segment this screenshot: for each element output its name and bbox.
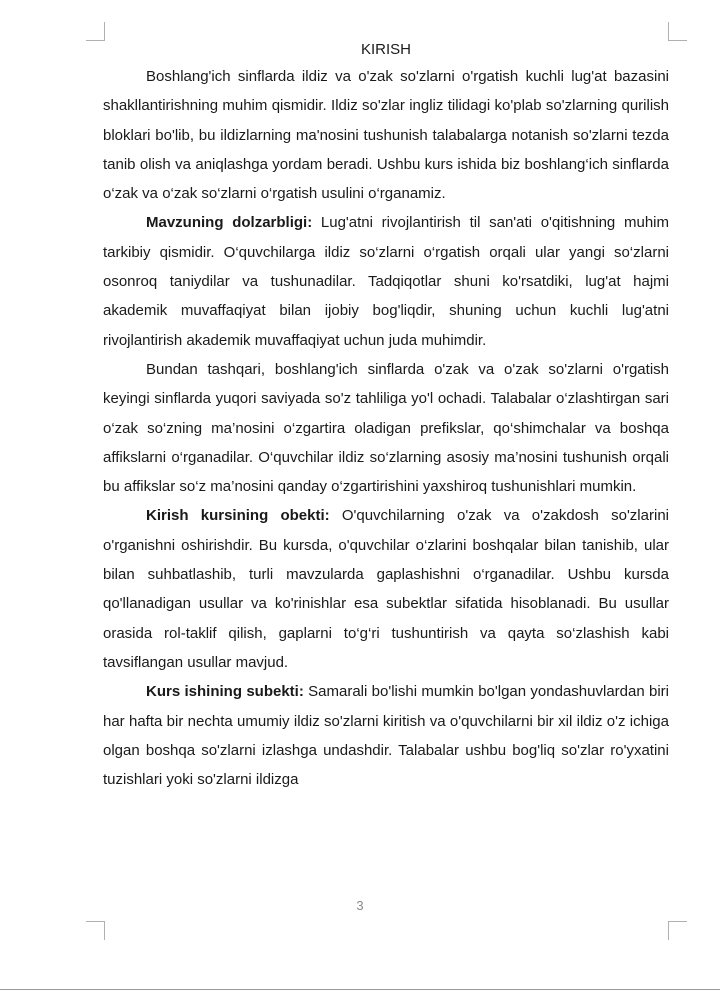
paragraph-text: Boshlang'ich sinflarda ildiz va o'zak so'zlarni o'rgatish kuchli lug'at bazasini shakllantirishning muhim qismidir. Ildiz so'zlar ingliz tilidagi ko'plab so'zlarning qurilish bloklari bo'lib, bu ildizlarning ma'nosini tushunish talabalarga notanish so'zlarni tezda tanib olish va aniqlashga yordam beradi. Ushbu kurs ishida biz boshlang‘ich sinflarda o‘zak va o‘zak so‘zlarni o‘rgatish usulini o‘rganamiz. bbox=[103, 68, 669, 203]
paragraph-subject bbox=[103, 677, 669, 794]
paragraph-text: Samarali bo'lishi mumkin bo'lgan yondashuvlardan biri har hafta bir nechta umumiy ildiz so'zlarni kiritish va o'quvchilarni bir xil ildiz o'z ichiga olgan boshqa so'zlarni izlashga undashdir. Talabalar ushbu bog'liq so'zlar ro'yxatini tuzishlari yoki so'zlarni ildizga bbox=[103, 683, 670, 789]
paragraph-relevance bbox=[103, 208, 669, 354]
paragraph-text: Lug'atni rivojlantirish til san'ati o'qitishning muhim tarkibiy qismidir. O‘quvchilarga ildiz so‘zlarni o‘rgatish orqali ular yangi so‘zlarni osonroq taniydilar va tushunadilar. Tadqiqotlar shuni ko'rsatdiki, lug'at hajmi akademik muvaffaqiyat bilan ijobiy bog'liqdir, shuning uchun kuchli lug'atni rivojlantirish akademik muvaffaqiyat uchun juda muhimdir. bbox=[103, 214, 669, 349]
page-number: 3 bbox=[356, 898, 364, 913]
margin-corner-bottom-right bbox=[668, 921, 687, 940]
paragraph-lead: Kirish kursining obekti: bbox=[146, 507, 330, 525]
paragraph-lead: Kurs ishining subekti: bbox=[146, 683, 304, 701]
paragraph-furthermore bbox=[103, 355, 669, 501]
margin-corner-top-right bbox=[668, 22, 687, 41]
paragraph-object bbox=[103, 501, 669, 677]
paragraph-lead: Mavzuning dolzarbligi: bbox=[146, 214, 313, 232]
paragraph-intro bbox=[103, 62, 669, 208]
page-body bbox=[103, 38, 669, 794]
margin-corner-bottom-left bbox=[86, 921, 105, 940]
page-title: KIRISH bbox=[360, 41, 411, 58]
paragraph-text: Bundan tashqari, boshlang'ich sinflarda o'zak va o'zak so'zlarni o'rgatish keyingi sinflarda yuqori saviyada so'z tahliliga yo'l ochadi. Talabalar o‘zlashtirgan sari o‘zak so‘zning ma’nosini o‘zgartira oladigan prefikslar, qo‘shimchalar va boshqa affikslarni o‘rganadilar. O‘quvchilar ildiz so‘zlarning asosiy ma’nosini tushunish orqali bu affikslar so‘z ma’nosini qanday o‘zgartirishini yaxshiroq tushunishlari mumkin. bbox=[103, 360, 669, 496]
paragraph-text: O'quvchilarning o'zak va o'zakdosh so'zlarini o'rganishni oshirishdir. Bu kursda, o'quvchilar o‘zlarini boshqalar bilan tanishib, ular bilan suhbatlashib, turli mavzularda gaplashishni o‘rganadilar. Ushbu kursda qo'llanadigan usullar va ko'rinishlar esa subektlar sifatida hisoblanadi. Bu usullar orasida rol-taklif qilish, gaplarni to‘g‘ri tushuntirish va qayta so‘zlashish kabi tavsiflangan usullar mavjud. bbox=[103, 507, 669, 671]
page-edge-divider bbox=[0, 989, 720, 990]
